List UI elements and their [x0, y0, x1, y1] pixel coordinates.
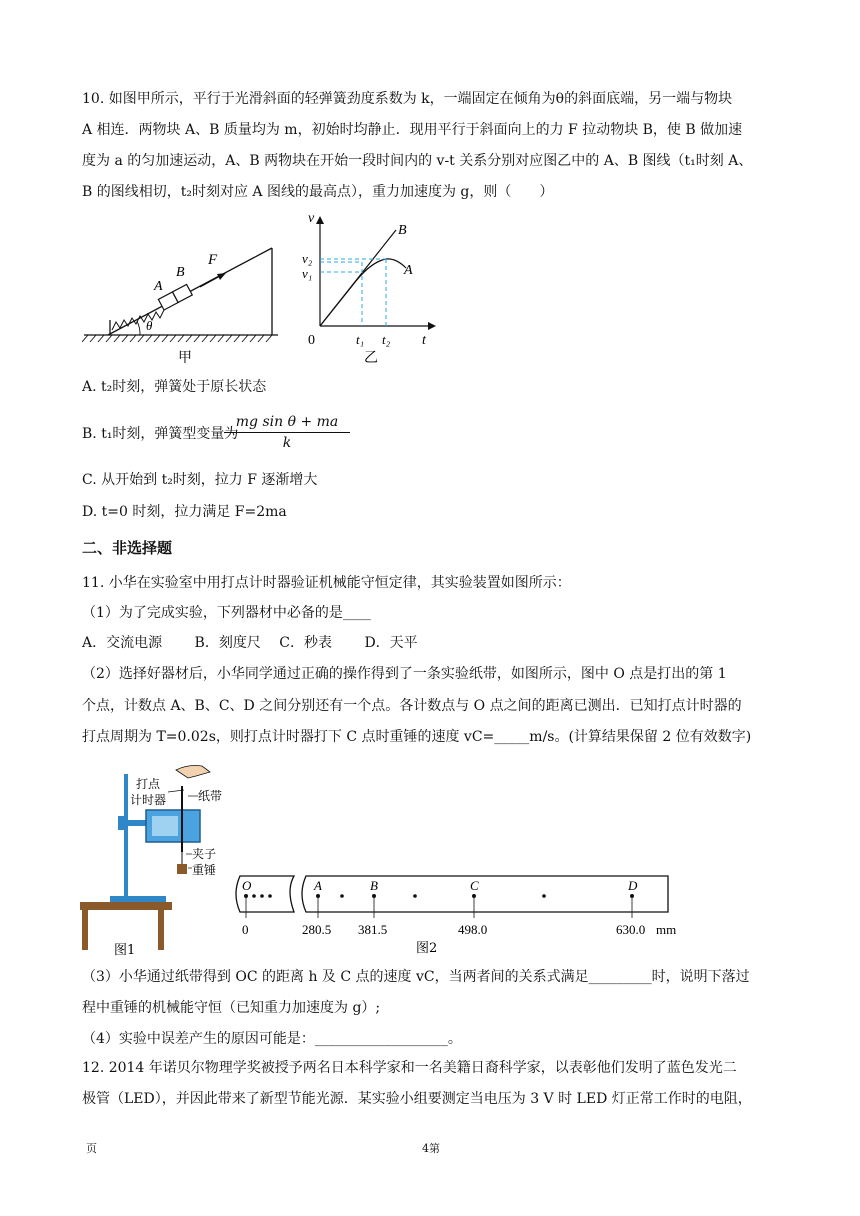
label-weight: 重锤 [192, 863, 217, 877]
option-b-fraction [224, 413, 350, 453]
option-b: B. t₁时刻，弹簧型变量为 [82, 426, 239, 442]
q11-part1-options: A．交流电源 B．刻度尺 C．秒表 D．天平 [82, 635, 418, 651]
label-clip: 夹子 [192, 847, 217, 861]
label-a: A [154, 279, 163, 294]
caption-fig1: 图1 [114, 943, 136, 958]
label-timer: 打点 [136, 777, 161, 791]
incline-spring-figure [82, 238, 282, 368]
q10-line-4: B 的图线相切，t₂时刻对应 A 图线的最高点），重力加速度为 g，则（ ） [82, 184, 554, 200]
option-d: D. t=0 时刻，拉力满足 F=2ma [82, 504, 287, 520]
q10-line-1: 10. 如图甲所示，平行于光滑斜面的轻弹簧劲度系数为 k，一端固定在倾角为θ的斜面底端，另一端与物块 [82, 91, 733, 107]
vt-graph-figure [296, 208, 446, 366]
q10-line-2: A 相连．两物块 A、B 质量均为 m，初始时均静止．现用平行于斜面向上的力 F 拉动物块 B，使 B 做加速 [82, 122, 743, 138]
q11-intro: 11. 小华在实验室中用打点计时器验证机械能守恒定律，其实验装置如图所示： [82, 575, 571, 591]
point-d-label: D [628, 878, 638, 893]
point-a-label: A [314, 878, 322, 893]
unit-label: mm [656, 922, 677, 937]
t2-label: t₂ [382, 332, 391, 347]
q11-part2-line-1: （2）选择好器材后，小华同学通过正确的操作得到了一条实验纸带，如图所示，图中 O 点是打出的第 1 [82, 666, 727, 682]
label-f: F [208, 252, 218, 268]
fraction-denominator: k [282, 435, 292, 451]
point-a-value: 280.5 [302, 922, 332, 937]
q12-line-2: 极管（LED），并因此带来了新型节能光源．某实验小组要测定当电压为 3 V 时 LED 灯正常工作时的电阻， [82, 1091, 752, 1107]
point-d-value: 630.0 [616, 922, 646, 937]
point-o-value: 0 [242, 922, 249, 937]
axis-v: v [308, 211, 315, 226]
q12-line-1: 12. 2014 年诺贝尔物理学奖被授予两名日本科学家和一名美籍日裔科学家，以表彰他们发明了蓝色发光二 [82, 1060, 737, 1076]
q11-part2-line-2: 个点，计数点 A、B、C、D 之间分别还有一个点。各计数点与 O 点之间的距离已测出．已知打点计时器的 [82, 698, 742, 714]
v2-label: v₂ [302, 251, 313, 266]
q11-part2-line-3: 打点周期为 T=0.02s，则打点计时器打下 C 点时重锤的速度 vC=_____m/s。(计算结果保留 2 位有效数字) [82, 729, 752, 745]
page-number: 4第 [422, 1142, 440, 1155]
q11-part3-line-2: 程中重锤的机械能守恒（已知重力加速度为 g）; [82, 1000, 381, 1016]
t1-label: t₁ [356, 332, 365, 347]
v1-label: v₁ [302, 266, 313, 281]
option-c: C. 从开始到 t₂时刻，拉力 F 逐渐增大 [82, 472, 318, 488]
curve-a-label: A [404, 263, 413, 278]
paper-tape-figure [224, 870, 694, 960]
point-c-label: C [470, 878, 479, 893]
q11-part3-line-1: （3）小华通过纸带得到 OC 的距离 h 及 C 点的速度 vC，当两者间的关系式满足_________时，说明下落过 [82, 969, 750, 985]
section-heading: 二、非选择题 [82, 539, 173, 557]
q10-line-3: 度为 a 的匀加速运动，A、B 两物块在开始一段时间内的 v-t 关系分别对应图乙中的 A、B 图线（t₁时刻 A、 [82, 153, 753, 169]
label-b: B [176, 265, 185, 280]
label-theta: θ [146, 318, 153, 333]
curve-b-label: B [398, 223, 407, 238]
point-b-value: 381.5 [358, 922, 388, 937]
caption-fig2: 图2 [416, 941, 438, 956]
point-c-value: 498.0 [458, 922, 488, 937]
label-tape: 纸带 [198, 789, 223, 803]
point-b-label: B [370, 878, 378, 893]
footer-left: 页 [86, 1142, 97, 1155]
option-a: A. t₂时刻，弹簧处于原长状态 [82, 379, 267, 395]
caption-jia: 甲 [178, 350, 192, 366]
fraction-numerator: mg sin θ + ma [224, 413, 350, 433]
origin-label: 0 [308, 333, 315, 348]
apparatus-figure [80, 756, 230, 962]
point-o-label: O [242, 878, 252, 893]
axis-t: t [422, 333, 426, 348]
q11-part1: （1）为了完成实验，下列器材中必备的是____ [82, 605, 371, 621]
q11-part4: （4）实验中误差产生的原因可能是：___________________。 [82, 1031, 462, 1047]
label-timer-2: 计时器 [130, 793, 167, 807]
caption-yi: 乙 [364, 350, 378, 366]
